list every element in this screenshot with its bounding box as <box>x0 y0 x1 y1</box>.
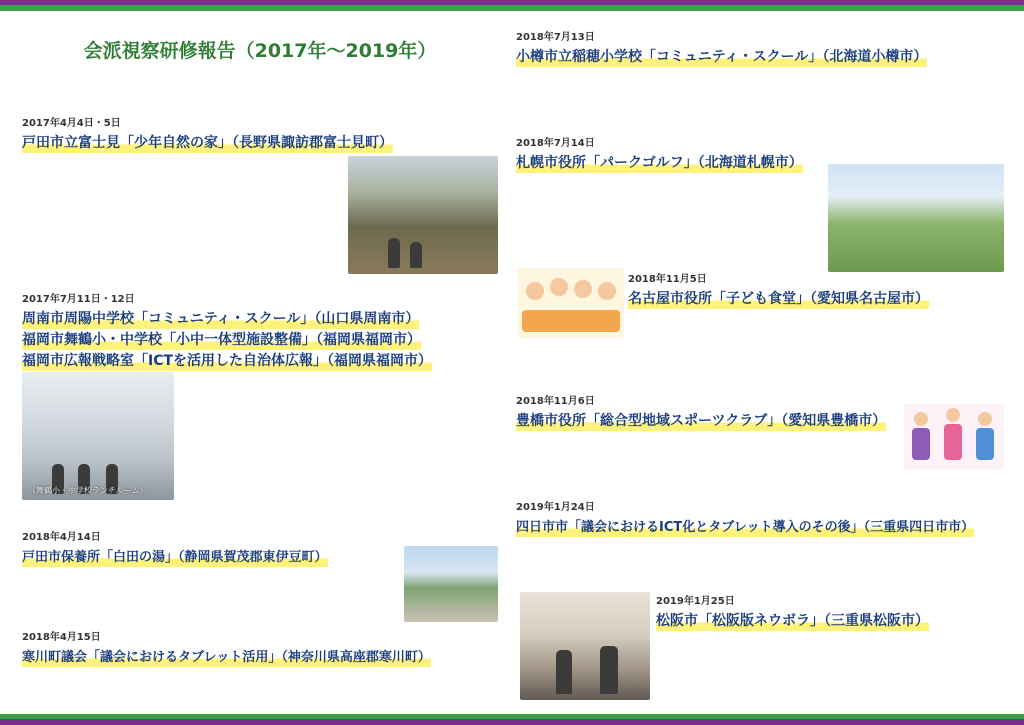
visit-place: 松阪市「松阪版ネウボラ」（三重県松阪市） <box>656 613 929 629</box>
person-figure <box>600 646 618 694</box>
visit-yokkaichi <box>516 498 1004 540</box>
table-icon <box>522 310 620 332</box>
top-stripe-green <box>0 5 1024 11</box>
visit-date: 2018年11月5日 <box>628 274 707 285</box>
visit-place: 豊橋市役所「総合型地域スポーツクラブ」（愛知県豊橋市） <box>516 413 887 429</box>
person-body-icon <box>944 424 962 460</box>
page-title: 会派視察研修報告（2017年〜2019年） <box>83 40 437 62</box>
person-figure <box>410 242 422 268</box>
visit-date: 2018年11月6日 <box>516 396 595 407</box>
visit-date: 2017年4月4日・5日 <box>22 118 121 129</box>
person-body-icon <box>912 428 930 460</box>
person-head-icon <box>946 408 960 422</box>
photo-park-golf <box>828 164 1004 272</box>
visit-nagoya <box>628 270 1004 309</box>
visit-place: 寒川町議会「議会におけるタブレット活用」（神奈川県高座郡寒川町） <box>22 650 431 665</box>
visit-date: 2017年7月11日・12日 <box>22 294 135 305</box>
visit-place: 周南市周陽中学校「コミュニティ・スクール」（山口県周南市） <box>22 311 420 327</box>
person-head-icon <box>914 412 928 426</box>
person-figure <box>556 650 572 694</box>
visit-date: 2018年7月13日 <box>516 32 595 43</box>
bottom-stripe-purple <box>0 719 1024 725</box>
photo-caption: （舞鶴小・中学校ランチルーム） <box>28 486 148 495</box>
visit-place: 札幌市役所「パークゴルフ」（北海道札幌市） <box>516 155 803 171</box>
left-column <box>22 16 498 709</box>
visit-date: 2018年4月14日 <box>22 532 101 543</box>
visit-date: 2018年7月14日 <box>516 138 595 149</box>
visit-place: 福岡市広報戦略室「ICTを活用した自治体広報」（福岡県福岡市） <box>22 353 433 369</box>
illustration-exercise-people <box>904 404 1004 470</box>
visit-place: 名古屋市役所「子ども食堂」（愛知県名古屋市） <box>628 291 929 307</box>
visit-matsusaka <box>656 592 1004 634</box>
visit-place: 四日市市「議会におけるICT化とタブレット導入のその後」（三重県四日市市） <box>516 520 975 535</box>
right-column <box>516 16 1004 709</box>
visit-otaru <box>516 28 1004 70</box>
visit-date: 2018年4月15日 <box>22 632 101 643</box>
person-head-icon <box>978 412 992 426</box>
person-body-icon <box>976 428 994 460</box>
child-face-icon <box>598 282 616 300</box>
visit-date: 2019年1月25日 <box>656 596 735 607</box>
photo-neuvola-visit <box>520 592 650 700</box>
child-face-icon <box>550 278 568 296</box>
child-face-icon <box>526 282 544 300</box>
visit-place: 戸田市立富士見「少年自然の家」（長野県諏訪郡富士見町） <box>22 135 393 151</box>
visit-samukawa <box>22 628 498 670</box>
photo-lunch-room <box>22 372 174 500</box>
child-face-icon <box>574 280 592 298</box>
visit-place: 戸田市保養所「白田の湯」（静岡県賀茂郡東伊豆町） <box>22 550 328 565</box>
photo-bath-facility <box>404 546 498 622</box>
visit-place: 小樽市立稲穂小学校「コミュニティ・スクール」（北海道小樽市） <box>516 49 928 65</box>
photo-nature-house-trail <box>348 156 498 274</box>
person-figure <box>388 238 400 268</box>
intro-text <box>22 72 498 100</box>
illustration-kids-cafeteria <box>518 268 624 338</box>
visit-fujimi <box>22 114 498 156</box>
visit-place: 福岡市舞鶴小・中学校「小中一体型施設整備」（福岡県福岡市） <box>22 332 421 348</box>
visit-date: 2019年1月24日 <box>516 502 595 513</box>
visit-shunan-fukuoka <box>22 290 498 371</box>
